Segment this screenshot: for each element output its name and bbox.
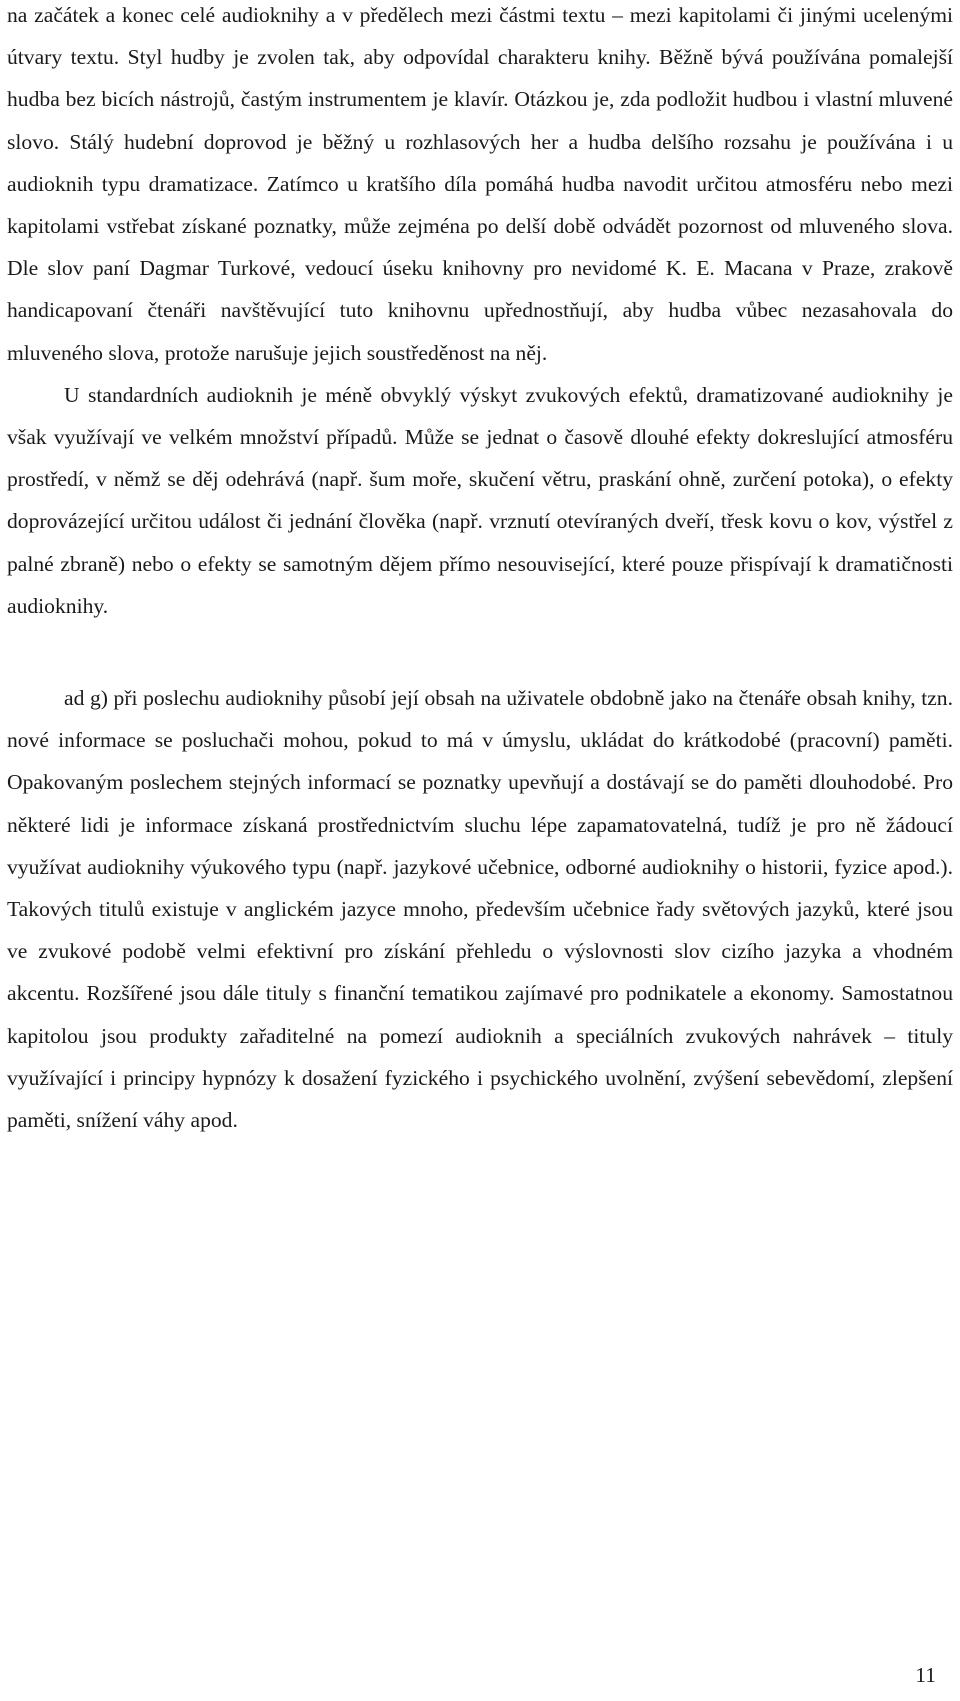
page-number: 11 [915, 1663, 936, 1687]
paragraph-learning: ad g) při poslechu audioknihy působí její obsah na uživatele obdobně jako na čtenáře obsah knihy, tzn. nové informace se posluchači mohou, pokud to má v úmyslu, ukládat do krátkodobé (pracovní) paměti. Opakovaným poslechem stejných informací se poznatky upevňují a dostávají se do paměti dlouhodobé. Pro některé lidi je informace získaná prostřednictvím sluchu lépe zapamatovatelná, tudíž je pro ně žádoucí využívat audioknihy výukového typu (např. jazykové učebnice, odborné audioknihy o historii, fyzice apod.). Takových titulů existuje v anglickém jazyce mnoho, především učebnice řady světových jazyků, které jsou ve zvukové podobě velmi efektivní pro získání přehledu o výslovnosti slov cizího jazyka a vhodném akcentu. Rozšířené jsou dále tituly s finanční tematikou zajímavé pro podnikatele a ekonomy. Samostatnou kapitolou jsou produkty zařaditelné na pomezí audioknih a speciálních zvukových nahrávek – tituly využívající i principy hypnózy k dosažení fyzického i psychického uvolnění, zvýšení sebevědomí, zlepšení paměti, snížení váhy apod. [7, 686, 953, 1133]
paragraph-music: na začátek a konec celé audioknihy a v předělech mezi částmi textu – mezi kapitolami či jinými ucelenými útvary textu. Styl hudby je zvolen tak, aby odpovídal charakteru knihy. Běžně bývá používána pomalejší hudba bez bicích nástrojů, častým instrumentem je klavír. Otázkou je, zda podložit hudbou i vlastní mluvené slovo. Stálý hudební doprovod je běžný u rozhlasových her a hudba delšího rozsahu je používána i u audioknih typu dramatizace. Zatímco u kratšího díla pomáhá hudba navodit určitou atmosféru nebo mezi kapitolami vstřebat získané poznatky, může zejména po delší době odvádět pozornost od mluveného slova. Dle slov paní Dagmar Turkové, vedoucí úseku knihovny pro nevidomé K. E. Macana v Praze, zrakově handicapovaní čtenáři navštěvující tuto knihovnu upřednostňují, aby hudba vůbec nezasahovala do mluveného slova, protože narušuje jejich soustředěnost na něj. [7, 3, 953, 365]
paragraph-sound-effects: U standardních audioknih je méně obvyklý výskyt zvukových efektů, dramatizované audioknihy je však využívají ve velkém množství případů. Může se jednat o časově dlouhé efekty dokreslující atmosféru prostředí, v němž se děj odehrává (např. šum moře, skučení větru, praskání ohně, zurčení potoka), o efekty doprovázející určitou událost či jednání člověka (např. vrznutí otevíraných dveří, třesk kovu o kov, výstřel z palné zbraně) nebo o efekty se samotným dějem přímo nesouvisející, které pouze přispívají k dramatičnosti audioknihy. [7, 382, 953, 618]
document-page [7, 0, 953, 1141]
